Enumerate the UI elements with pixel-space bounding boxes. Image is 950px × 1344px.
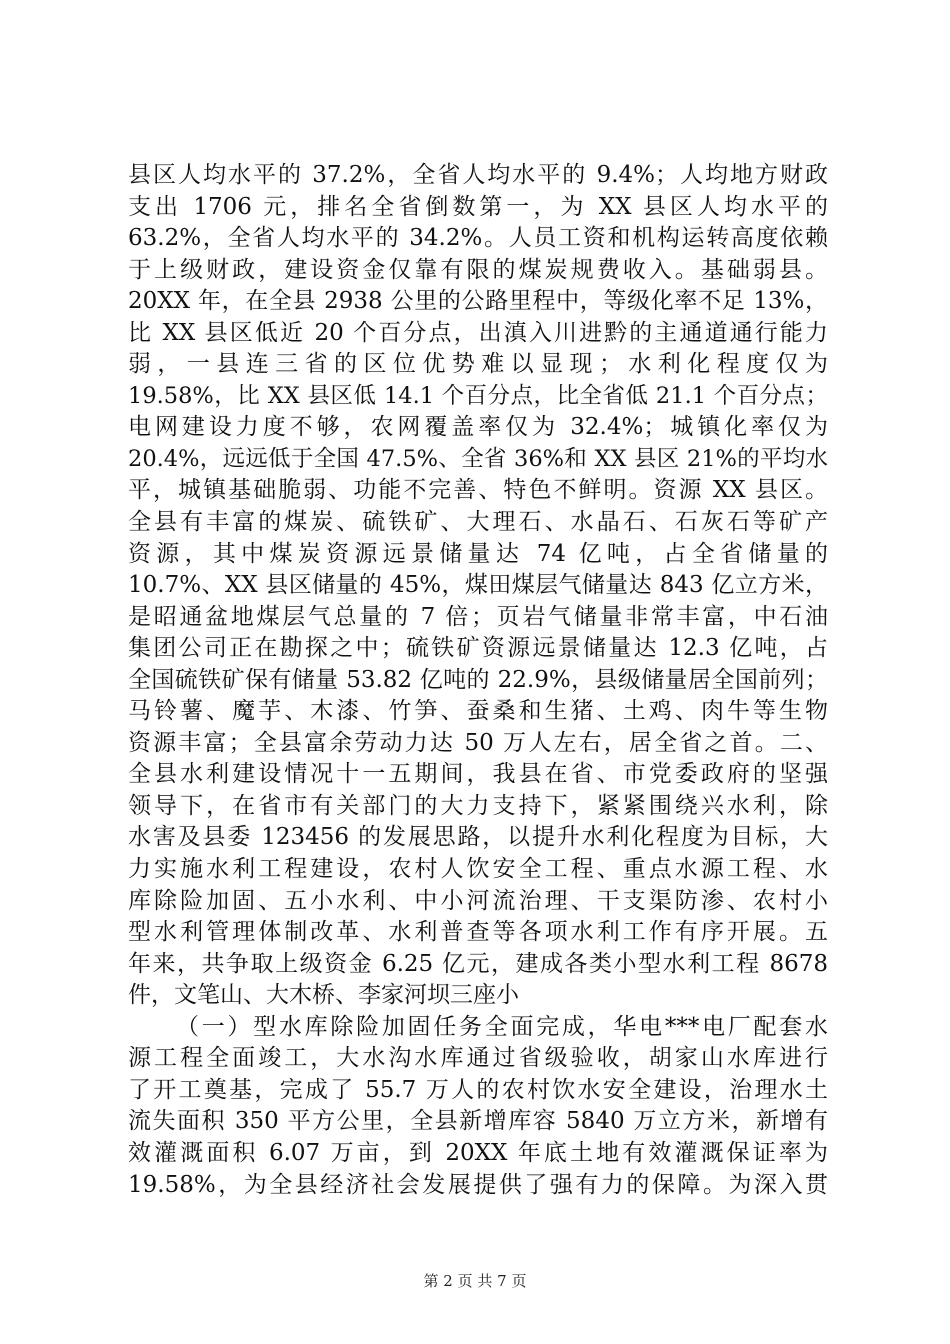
text-line: （一）型水库除险加固任务全面完成，华电***电厂配套水 bbox=[176, 1013, 828, 1040]
text-line: 了开工奠基，完成了 55.7 万人的农村饮水安全建设，治理水土 bbox=[128, 1076, 828, 1103]
text-line: 19.58%，为全县经济社会发展提供了强有力的保障。为深入贯 bbox=[128, 1171, 828, 1198]
text-line: 19.58%，比 XX 县区低 14.1 个百分点，比全省低 21.1 个百分点； bbox=[128, 382, 828, 409]
text-line: 平，城镇基础脆弱、功能不完善、特色不鲜明。资源 XX 县区。 bbox=[128, 477, 828, 504]
page-footer bbox=[0, 1271, 950, 1291]
text-line: 力实施水利工程建设，农村人饮安全工程、重点水源工程、水 bbox=[128, 856, 828, 883]
text-line: 全县水利建设情况十一五期间，我县在省、市党委政府的坚强 bbox=[128, 761, 828, 788]
text-line: 集团公司正在勘探之中；硫铁矿资源远景储量达 12.3 亿吨，占 bbox=[128, 635, 828, 662]
text-line: 领导下，在省市有关部门的大力支持下，紧紧围绕兴水利，除 bbox=[128, 792, 828, 819]
text-line: 县区人均水平的 37.2%，全省人均水平的 9.4%；人均地方财政 bbox=[128, 162, 828, 188]
text-line: 比 XX 县区低近 20 个百分点，出滇入川进黔的主通道通行能力 bbox=[128, 319, 828, 346]
text-line: 全国硫铁矿保有储量 53.82 亿吨的 22.9%，县级储量居全国前列； bbox=[128, 666, 828, 693]
text-line: 20.4%，远远低于全国 47.5%、全省 36%和 XX 县区 21%的平均水 bbox=[128, 445, 828, 472]
text-line: 水害及县委 123456 的发展思路，以提升水利化程度为目标，大 bbox=[128, 824, 828, 851]
text-line: 全县有丰富的煤炭、硫铁矿、大理石、水晶石、石灰石等矿产 bbox=[128, 509, 828, 536]
text-line: 马铃薯、魔芋、木漆、竹笋、蚕桑和生猪、土鸡、肉牛等生物 bbox=[128, 698, 828, 725]
text-line: 弱，一县连三省的区位优势难以显现；水利化程度仅为 bbox=[128, 351, 828, 378]
text-line: 库除险加固、五小水利、中小河流治理、干支渠防渗、农村小 bbox=[128, 887, 828, 914]
text-line: 20XX 年，在全县 2938 公里的公路里程中，等级化率不足 13%， bbox=[128, 288, 828, 315]
document-body bbox=[128, 160, 828, 1201]
text-line: 63.2%，全省人均水平的 34.2%。人员工资和机构运转高度依赖 bbox=[128, 225, 828, 252]
text-line: 年来，共争取上级资金 6.25 亿元，建成各类小型水利工程 8678 bbox=[128, 950, 828, 977]
text-line: 资源，其中煤炭资源远景储量达 74 亿吨，占全省储量的 bbox=[128, 540, 828, 567]
text-line: 流失面积 350 平方公里，全县新增库容 5840 万立方米，新增有 bbox=[128, 1108, 828, 1135]
text-line: 源工程全面竣工，大水沟水库通过省级验收，胡家山水库进行 bbox=[128, 1045, 828, 1072]
text-line: 型水利管理体制改革、水利普查等各项水利工作有序开展。五 bbox=[128, 919, 828, 946]
text-line: 是昭通盆地煤层气总量的 7 倍；页岩气储量非常丰富，中石油 bbox=[128, 603, 828, 630]
text-line: 于上级财政，建设资金仅靠有限的煤炭规费收入。基础弱县。 bbox=[128, 256, 828, 283]
text-line: 10.7%、XX 县区储量的 45%，煤田煤层气储量达 843 亿立方米， bbox=[128, 572, 828, 599]
text-line: 资源丰富；全县富余劳动力达 50 万人左右，居全省之首。二、 bbox=[128, 729, 828, 756]
text-line: 支出 1706 元，排名全省倒数第一，为 XX 县区人均水平的 bbox=[128, 193, 828, 220]
page-number: 第 2 页 共 7 页 bbox=[423, 1272, 527, 1290]
text-line: 电网建设力度不够，农网覆盖率仅为 32.4%；城镇化率仅为 bbox=[128, 414, 828, 441]
text-line: 件，文笔山、大木桥、李家河坝三座小 bbox=[128, 982, 519, 1009]
text-line: 效灌溉面积 6.07 万亩，到 20XX 年底土地有效灌溉保证率为 bbox=[128, 1139, 828, 1166]
